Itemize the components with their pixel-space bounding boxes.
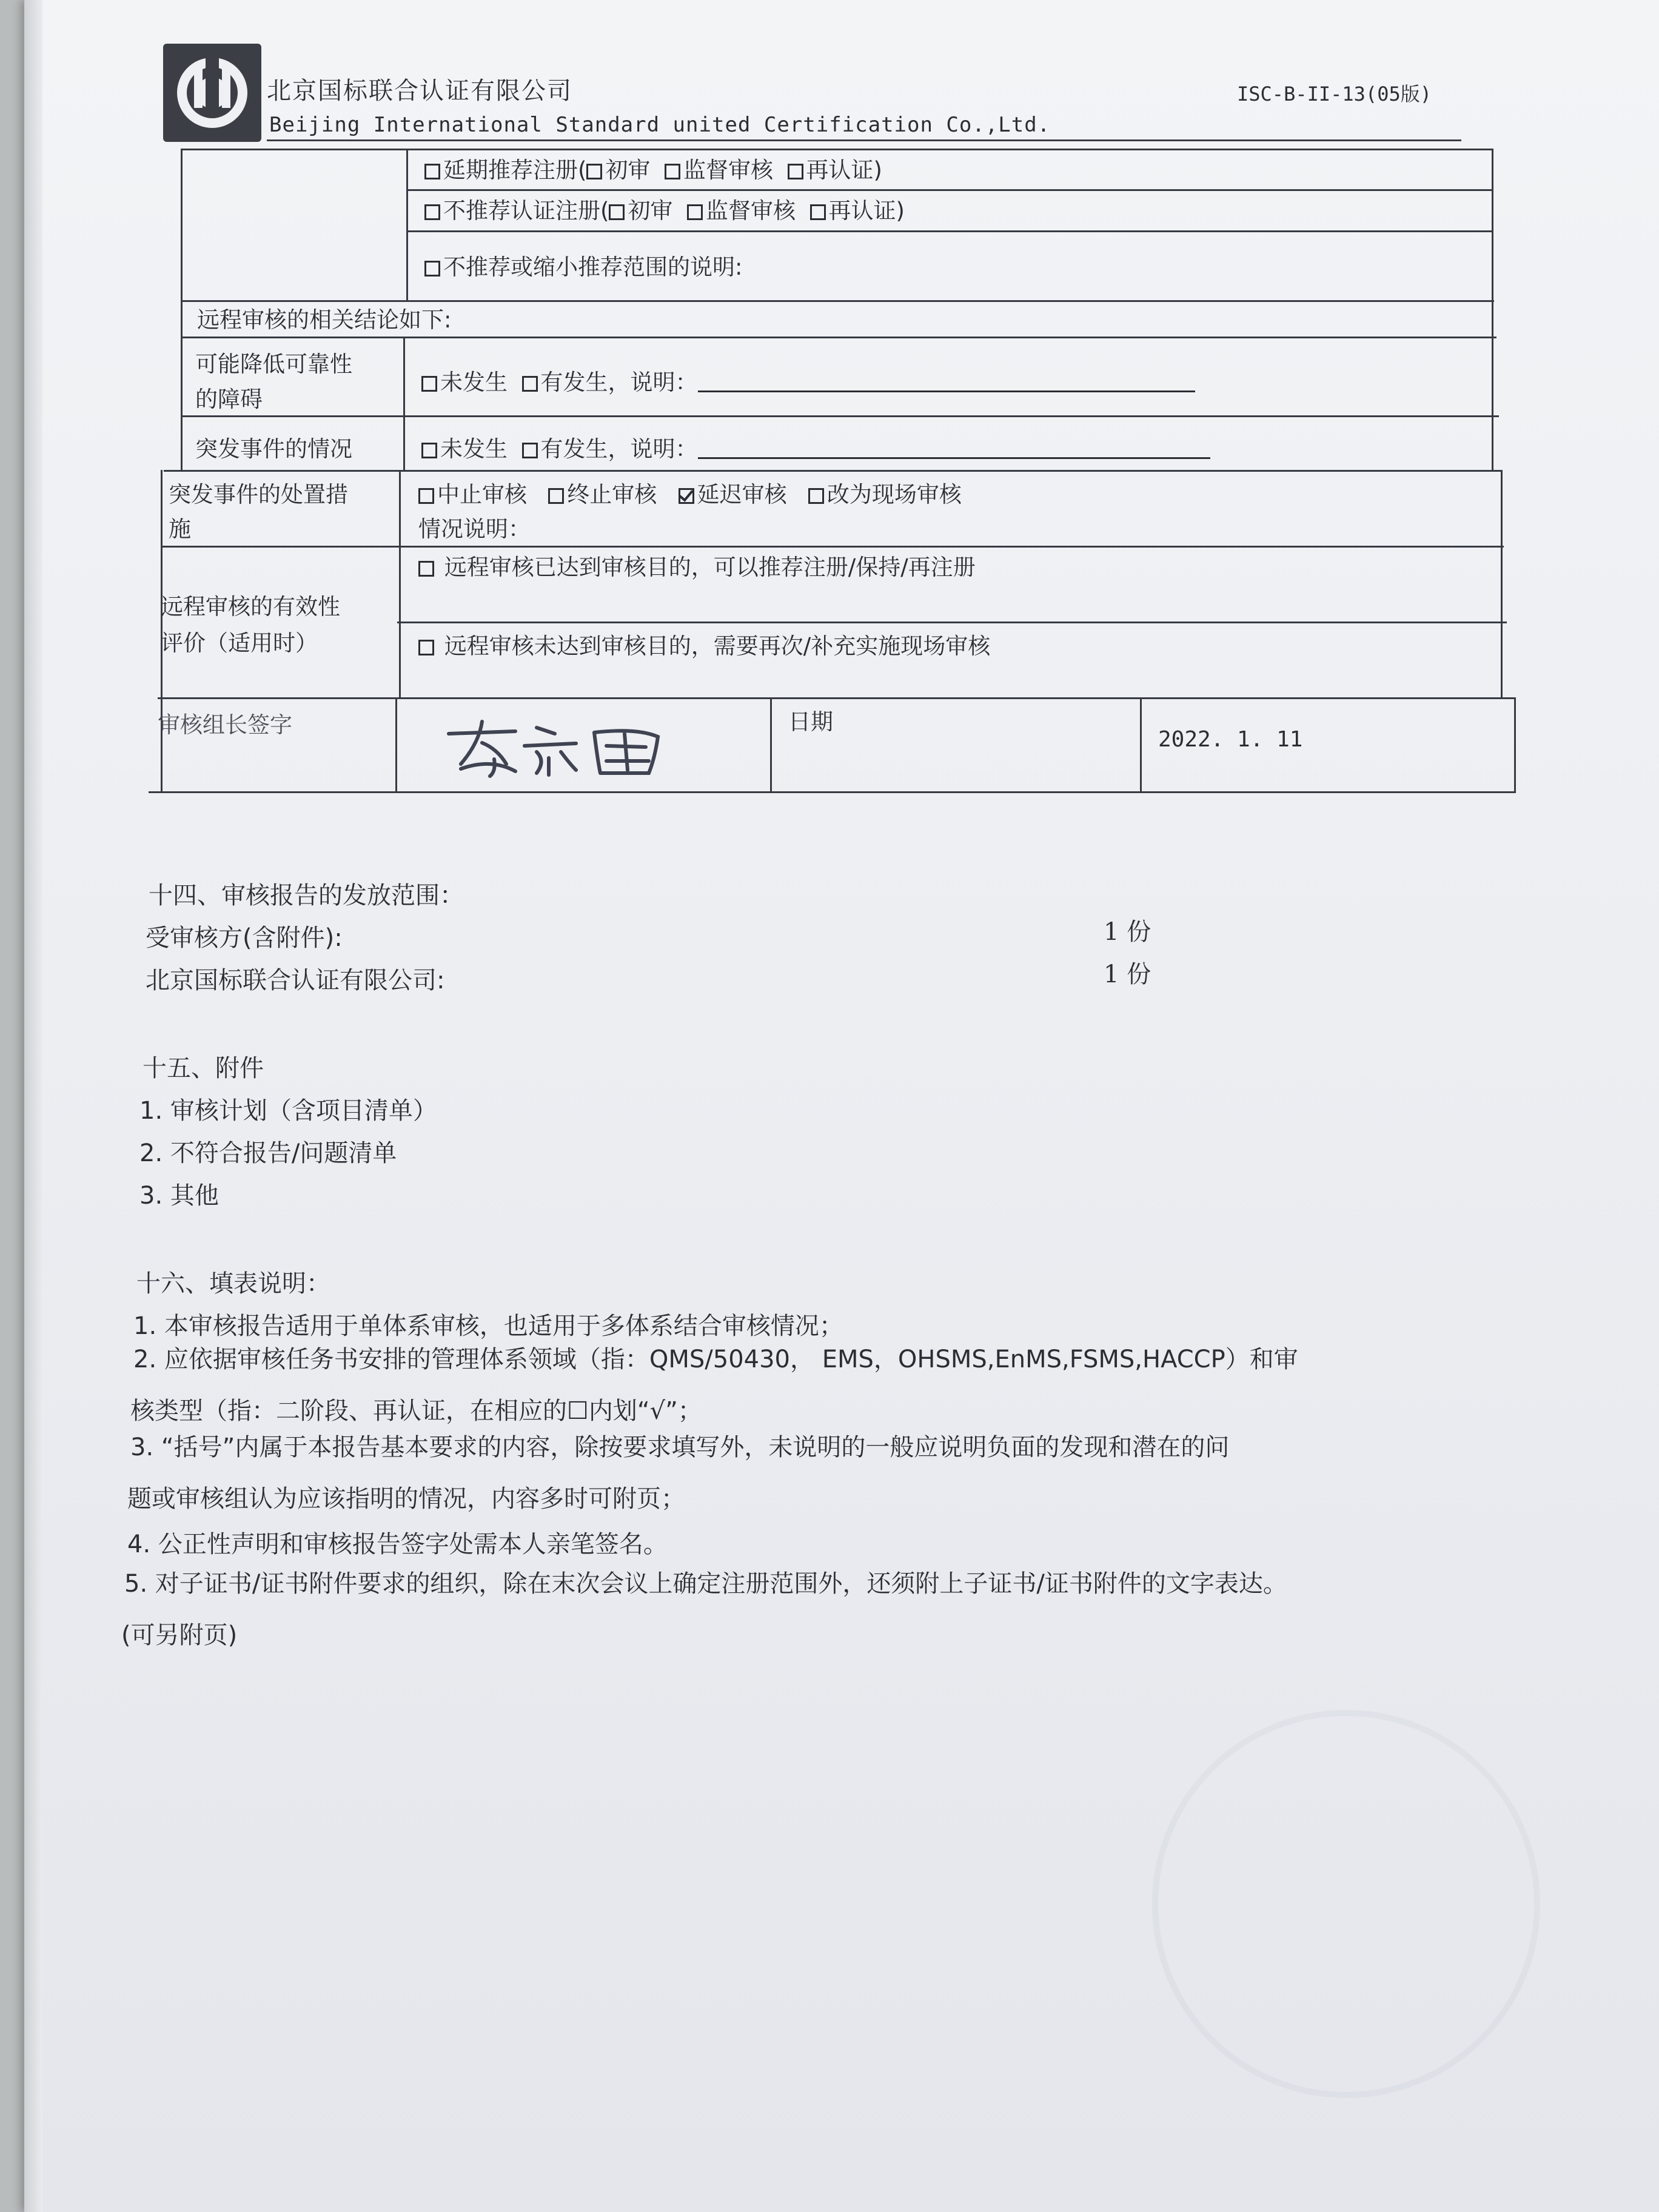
checked-checkbox-icon[interactable] [679, 488, 694, 504]
distribution-auditee: 受审核方(含附件): [146, 924, 343, 952]
distribution-company: 北京国标联合认证有限公司: [146, 967, 445, 994]
checkbox-icon[interactable] [810, 204, 826, 220]
checkbox-icon[interactable] [808, 488, 824, 504]
checkbox-icon[interactable] [522, 443, 538, 458]
checkbox-icon[interactable] [424, 261, 440, 276]
checkbox-icon[interactable] [421, 443, 437, 458]
attachment-item: 1. 审核计划（含项目清单） [139, 1097, 437, 1125]
checkbox-icon[interactable] [418, 488, 434, 504]
attachments-title: 十五、附件 [142, 1054, 264, 1082]
instruction-line: 4. 公正性声明和审核报告签字处需本人亲笔签名。 [127, 1530, 668, 1558]
checkbox-icon[interactable] [421, 376, 437, 392]
instruction-line: 1. 本审核报告适用于单体系审核，也适用于多体系结合审核情况； [133, 1312, 843, 1340]
instruction-line: 核类型（指：二阶段、再认证，在相应的☐内划“√”； [130, 1397, 702, 1425]
effectiveness-achieved: 远程审核已达到审核目的，可以推荐注册/保持/再注册 [418, 552, 976, 583]
faint-stamp [1152, 1710, 1540, 2098]
instruction-line: (可另附页) [121, 1621, 238, 1649]
reliability-label-2: 的障碍 [195, 386, 263, 412]
checkbox-icon[interactable] [548, 488, 564, 504]
company-name-en: Beijing International Standard united Certification Co.,Ltd. [269, 113, 1051, 137]
date-value: 2022. 1. 11 [1158, 727, 1303, 752]
effectiveness-label: 远程审核的有效性 [161, 594, 340, 620]
effectiveness-label-2: 评价（适用时） [161, 630, 318, 656]
checkbox-icon[interactable] [418, 561, 434, 577]
option-not-recommend: 不推荐认证注册( 初审 监督审核 再认证) [424, 195, 905, 227]
checkbox-icon[interactable] [609, 204, 625, 220]
checkbox-icon[interactable] [418, 640, 434, 655]
reliability-label: 可能降低可靠性 [195, 351, 352, 377]
document-page [24, 0, 1659, 2212]
measures-options: 中止审核 终止审核 延迟审核 改为现场审核 [418, 479, 962, 511]
header-rule [267, 139, 1461, 141]
explain-blank[interactable] [698, 390, 1195, 392]
effectiveness-not-achieved: 远程审核未达到审核目的，需要再次/补充实施现场审核 [418, 631, 990, 662]
emergency-label: 突发事件的情况 [195, 436, 352, 462]
emergency-options: 未发生 有发生，说明： [421, 434, 1210, 465]
auditee-copies: 1 份 [1104, 918, 1151, 946]
instruction-line: 5. 对子证书/证书附件要求的组织，除在末次会议上确定注册范围外，还须附上子证书/证书附件的文字表达。 [124, 1570, 1287, 1598]
leader-signature-label: 审核组长签字 [158, 712, 292, 738]
explain-blank[interactable] [698, 457, 1210, 459]
checkbox-icon[interactable] [424, 204, 440, 220]
checkbox-icon[interactable] [522, 376, 538, 392]
handwritten-signature [424, 716, 716, 782]
page-edge [24, 0, 42, 2212]
option-postpone-registration: 延期推荐注册( 初审 监督审核 再认证) [424, 155, 882, 186]
instruction-line: 3. “括号”内属于本报告基本要求的内容，除按要求填写外，未说明的一般应说明负面的发现和潜在的问 [130, 1433, 1230, 1461]
instruction-line: 2. 应依据审核任务书安排的管理体系领域（指：QMS/50430， EMS，OHSMS,EnMS,FSMS,HACCP）和审 [133, 1346, 1298, 1373]
option-narrow-scope: 不推荐或缩小推荐范围的说明: [424, 252, 742, 283]
checkbox-icon[interactable] [665, 164, 680, 179]
remote-conclusions-title: 远程审核的相关结论如下: [197, 307, 452, 333]
company-name-cn: 北京国标联合认证有限公司 [267, 77, 572, 105]
distribution-title: 十四、审核报告的发放范围： [149, 882, 464, 910]
measures-label-2: 施 [169, 516, 191, 542]
checkbox-icon[interactable] [586, 164, 602, 179]
reliability-options: 未发生 有发生，说明： [421, 367, 1195, 398]
company-copies: 1 份 [1104, 960, 1151, 988]
checkbox-icon[interactable] [788, 164, 803, 179]
date-label: 日期 [788, 709, 833, 735]
document-code: ISC-B-II-13(05版) [1237, 82, 1432, 106]
isc-logo-icon [161, 41, 264, 144]
instructions-title: 十六、填表说明： [136, 1270, 330, 1298]
checkbox-icon[interactable] [687, 204, 703, 220]
audit-form-table [158, 149, 1516, 791]
instruction-line: 题或审核组认为应该指明的情况，内容多时可附页； [127, 1485, 685, 1513]
measures-label: 突发事件的处置措 [169, 481, 348, 508]
situation-note: 情况说明： [418, 516, 531, 542]
checkbox-icon[interactable] [424, 164, 440, 179]
attachment-item: 3. 其他 [139, 1182, 219, 1210]
attachment-item: 2. 不符合报告/问题清单 [139, 1139, 397, 1167]
